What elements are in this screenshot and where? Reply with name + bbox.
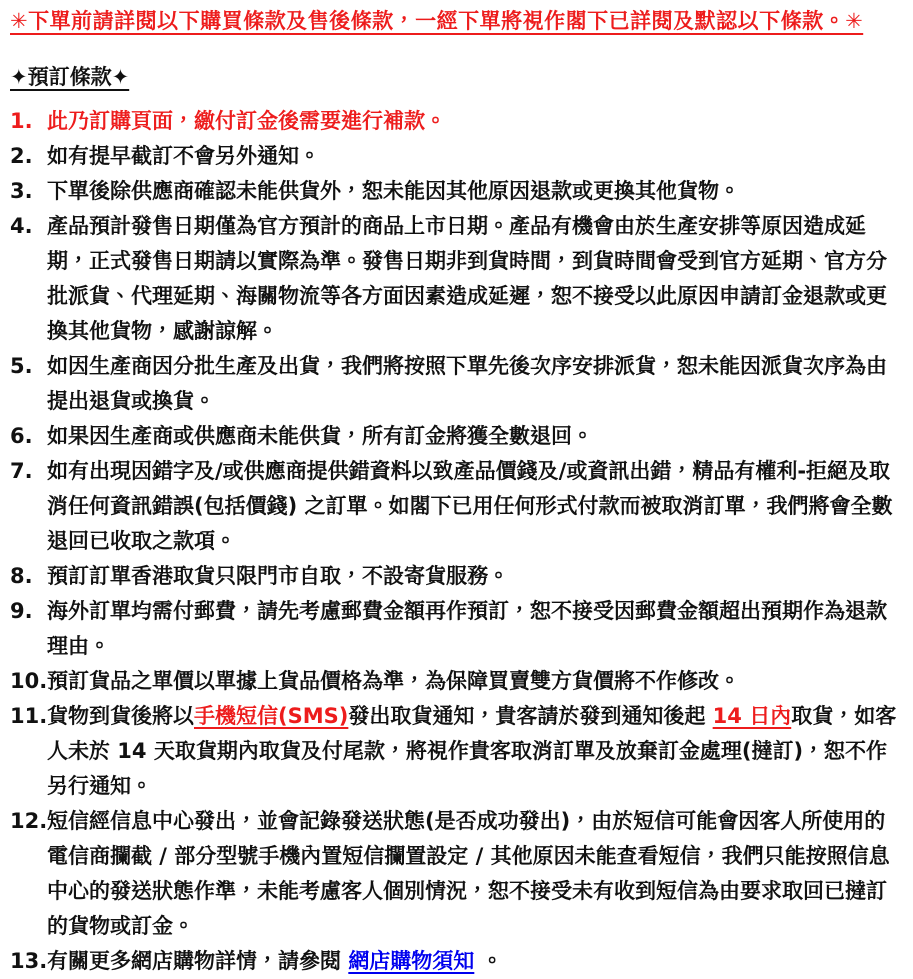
term-text: 下單後除供應商確認未能供貨外，恕未能因其他原因退款或更換其他貨物。 [47,179,740,203]
term-text: 如有出現因錯字及/或供應商提供錯資料以致產品價錢及/或資訊出錯，精品有權利-拒絕及取消任何資訊錯誤(包括價錢) 之訂單。如閣下已用任何形式付款而被取消訂單，我們將會全數退回已收取之款項。 [47,459,893,553]
term-number: 9. [10,599,33,623]
term-number: 8. [10,564,33,588]
term-number: 3. [10,179,33,203]
term-text: 海外訂單均需付郵費，請先考慮郵費金額再作預訂，恕不接受因郵費金額超出預期作為退款理由。 [47,599,887,658]
term-text-segment: 發出取貨通知，貴客請於發到通知後起 [348,704,713,728]
term-number: 2. [10,144,33,168]
term-text: 如因生產商因分批生產及出貨，我們將按照下單先後次序安排派貨，恕未能因派貨次序為由提出退貨或換貨。 [47,354,887,413]
term-text: 預訂貨品之單價以單據上貨品價格為準，為保障買賣雙方貨價將不作修改。 [47,669,740,693]
term-item-1 [10,104,905,139]
term-text-segment: 。 [474,949,503,973]
term-text: 預訂訂單香港取貨只限門市自取，不設寄貨服務。 [47,564,509,588]
term-item-6 [10,419,905,454]
section-title: ✦預訂條款✦ [10,65,130,89]
term-text: 如有提早截訂不會另外通知。 [47,144,320,168]
term-number: 7. [10,459,33,483]
term-item-12 [10,804,905,944]
term-number: 6. [10,424,33,448]
term-number: 13. [10,949,48,973]
term-text-segment: 取貨，如客人未於 14 天取貨期內取貨及付尾款，將視作貴客取消訂單及放棄訂金處理(撻訂)，恕不作另行通知。 [47,704,897,798]
term-text-segment: 貨物到貨後將以 [47,704,194,728]
term-item-13 [10,944,905,979]
term-text [47,944,905,979]
term-text-segment: 有關更多網店購物詳情，請參閱 [47,949,349,973]
terms-list [10,104,905,979]
term-number: 5. [10,354,33,378]
header-notice: ✳下單前請詳閱以下購買條款及售後條款，一經下單將視作閣下已詳閱及默認以下條款。✳ [10,9,864,33]
term-item-9 [10,594,905,664]
term-item-10 [10,664,905,699]
term-item-5 [10,349,905,419]
term-text: 如果因生產商或供應商未能供貨，所有訂金將獲全數退回。 [47,424,593,448]
term-item-7 [10,454,905,559]
term-number: 11. [10,704,48,728]
term-text: 此乃訂購頁面，繳付訂金後需要進行補款。 [47,109,446,133]
term-number: 10. [10,669,48,693]
term-text [47,699,905,804]
term-item-8 [10,559,905,594]
term-number: 4. [10,214,33,238]
term-number: 1. [10,109,33,133]
term-item-3 [10,174,905,209]
term-text: 短信經信息中心發出，並會記錄發送狀態(是否成功發出)，由於短信可能會因客人所使用的電信商攔截 / 部分型號手機內置短信攔置設定 / 其他原因未能查看短信，我們只能按照信息中心的發送狀態作準，未能考慮客人個別情況，恕不接受未有收到短信為由要求取回已撻訂的貨物或訂金。 [47,809,890,938]
sms-notice-highlight: 手機短信(SMS) [194,704,349,728]
pickup-deadline-highlight: 14 日內 [712,704,792,728]
store-shopping-guide-link[interactable]: 網店購物須知 [348,949,475,973]
term-item-4 [10,209,905,349]
term-item-11 [10,699,905,804]
term-text: 產品預計發售日期僅為官方預計的商品上市日期。產品有機會由於生產安排等原因造成延期，正式發售日期請以實際為準。發售日期非到貨時間，到貨時間會受到官方延期、官方分批派貨、代理延期、海關物流等各方面因素造成延遲，恕不接受以此原因申請訂金退款或更換其他貨物，感謝諒解。 [47,214,887,343]
term-number: 12. [10,809,48,833]
term-item-2 [10,139,905,174]
